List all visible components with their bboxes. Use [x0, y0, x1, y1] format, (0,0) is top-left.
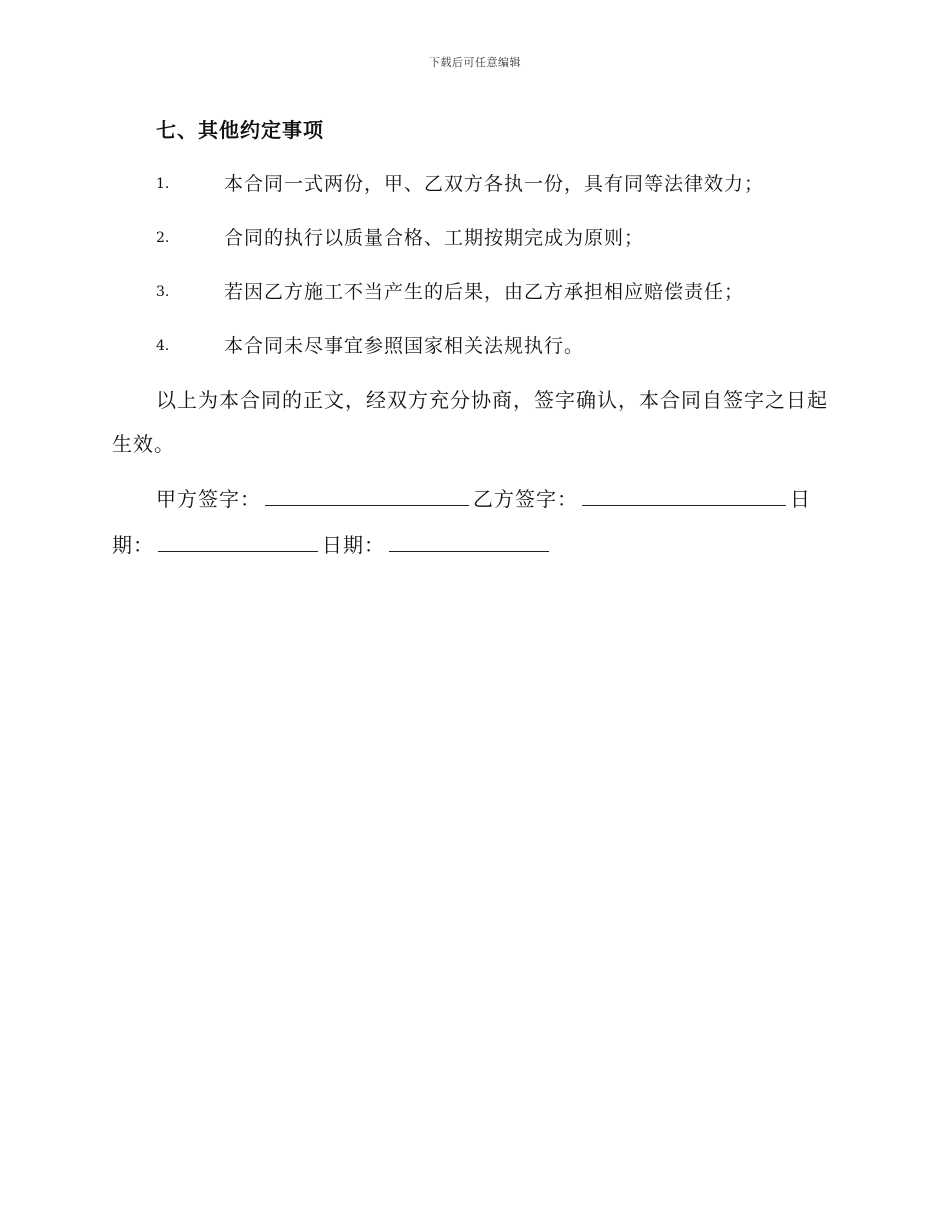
party-a-signature-blank[interactable] — [265, 485, 469, 506]
party-b-signature-label: 乙方签字： — [473, 487, 578, 511]
clause-number: 3. — [156, 284, 170, 300]
party-b-date-label: 日期： — [322, 533, 385, 557]
date-label-part1: 日 — [790, 487, 811, 511]
page-header-note: 下载后可任意编辑 — [429, 56, 521, 69]
party-a-signature-label: 甲方签字： — [156, 487, 261, 511]
signature-line-1 — [156, 485, 811, 513]
clause-number: 4. — [156, 338, 170, 354]
clause-number: 1. — [156, 176, 170, 192]
clause-text: 合同的执行以质量合格、工期按期完成为原则； — [224, 227, 645, 249]
clause-item — [156, 332, 584, 360]
party-b-signature-blank[interactable] — [582, 485, 786, 506]
date-label-part2: 期： — [112, 533, 154, 557]
clause-text: 本合同未尽事宜参照国家相关法规执行。 — [224, 335, 585, 357]
closing-paragraph: 以上为本合同的正文，经双方充分协商，签字确认，本合同自签字之日起生效。 — [112, 388, 828, 456]
party-a-date-blank[interactable] — [158, 531, 318, 552]
party-b-date-blank[interactable] — [389, 531, 549, 552]
clause-number: 2. — [156, 230, 170, 246]
section-title: 七、其他约定事项 — [156, 118, 324, 142]
clause-text: 若因乙方施工不当产生的后果，由乙方承担相应赔偿责任； — [224, 281, 745, 303]
signature-line-2 — [112, 531, 553, 559]
clause-item — [156, 170, 764, 198]
clause-text: 本合同一式两份，甲、乙双方各执一份，具有同等法律效力； — [224, 173, 765, 195]
clause-item — [156, 224, 644, 252]
clause-item — [156, 278, 744, 306]
